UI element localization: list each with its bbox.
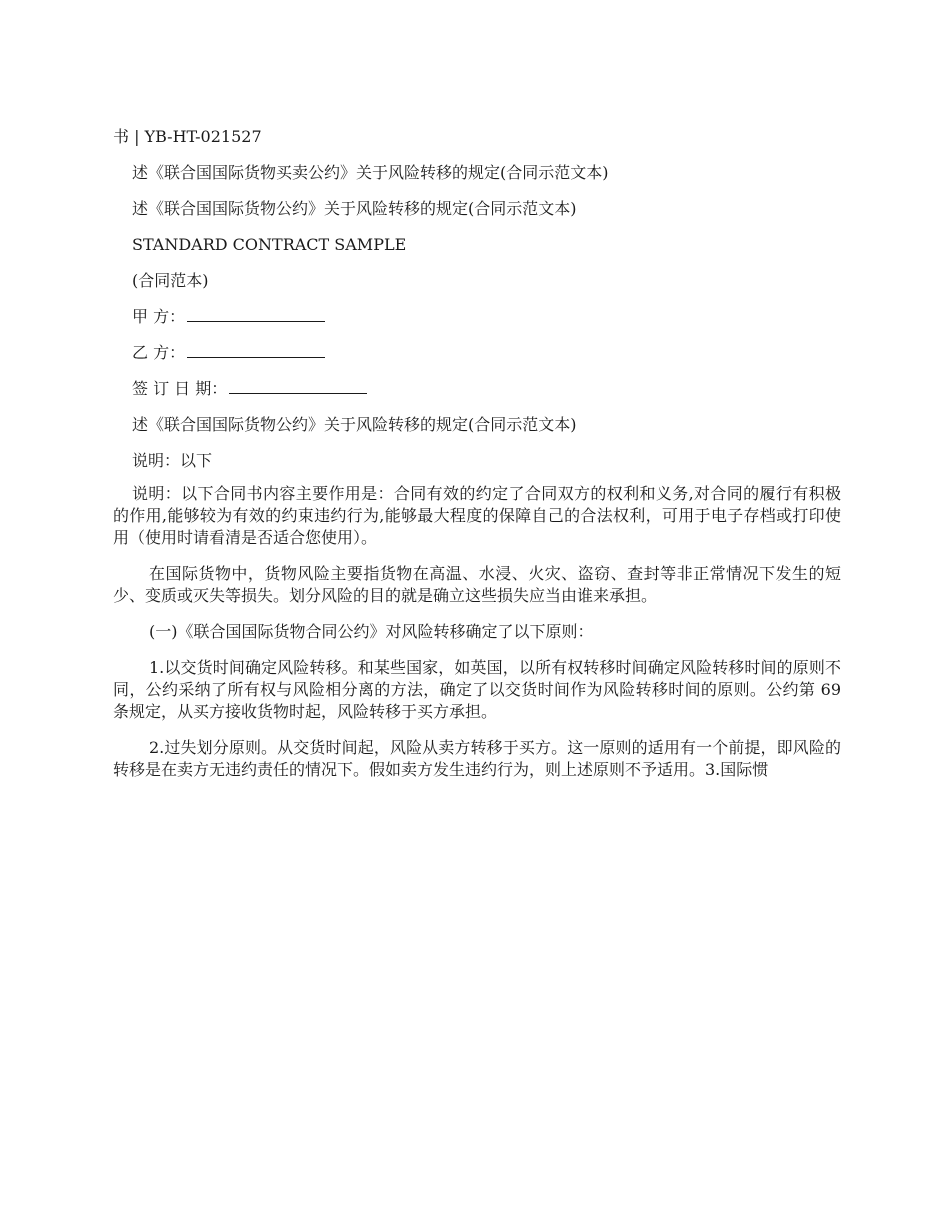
note-short: 说明：以下	[132, 451, 213, 470]
standard-contract-label: STANDARD CONTRACT SAMPLE	[132, 235, 407, 254]
party-a-blank	[187, 303, 325, 322]
note-paragraph: 说明：以下合同书内容主要作用是：合同有效的约定了合同双方的权利和义务,对合同的履行有积极的作用,能够较为有效的约束违约行为,能够最大程度的保障自己的合法权利，可用于电子存档或打印使用（使用时请看清是否适合您使用）。	[113, 484, 841, 547]
principle-2-paragraph: 2.过失划分原则。从交货时间起，风险从卖方转移于买方。这一原则的适用有一个前提，即风险的转移是在卖方无违约责任的情况下。假如卖方发生违约行为，则上述原则不予适用。3.国际惯	[113, 738, 841, 779]
principle-1-paragraph: 1.以交货时间确定风险转移。和某些国家，如英国，以所有权转移时间确定风险转移时间的原则不同，公约采纳了所有权与风险相分离的方法，确定了以交货时间作为风险转移时间的原则。公约第 69 条规定，从买方接收货物时起，风险转移于买方承担。	[113, 658, 841, 721]
body-title: 述《联合国国际货物公约》关于风险转移的规定(合同示范文本)	[132, 415, 577, 434]
doc-code: 书 | YB-HT-021527	[113, 127, 262, 146]
sign-date-row	[113, 375, 841, 403]
party-b-blank	[187, 339, 325, 358]
sign-date-blank	[229, 375, 367, 394]
principles-heading: (一)《联合国国际货物合同公约》对风险转移确定了以下原则：	[149, 622, 594, 641]
risk-definition-paragraph: 在国际货物中，货物风险主要指货物在高温、水浸、火灾、盗窃、查封等非正常情况下发生的短少、变质或灭失等损失。划分风险的目的就是确立这些损失应当由谁来承担。	[113, 564, 841, 605]
doc-title-2: 述《联合国国际货物公约》关于风险转移的规定(合同示范文本)	[132, 199, 577, 218]
document-page	[113, 123, 841, 795]
party-b-row	[113, 339, 841, 367]
contract-sample-label: (合同范本)	[132, 271, 209, 290]
sign-date-label: 签 订 日 期：	[132, 379, 228, 398]
party-a-row	[113, 303, 841, 331]
party-a-label: 甲 方：	[132, 307, 186, 326]
party-b-label: 乙 方：	[132, 343, 186, 362]
doc-title-1: 述《联合国国际货物买卖公约》关于风险转移的规定(合同示范文本)	[132, 163, 609, 182]
